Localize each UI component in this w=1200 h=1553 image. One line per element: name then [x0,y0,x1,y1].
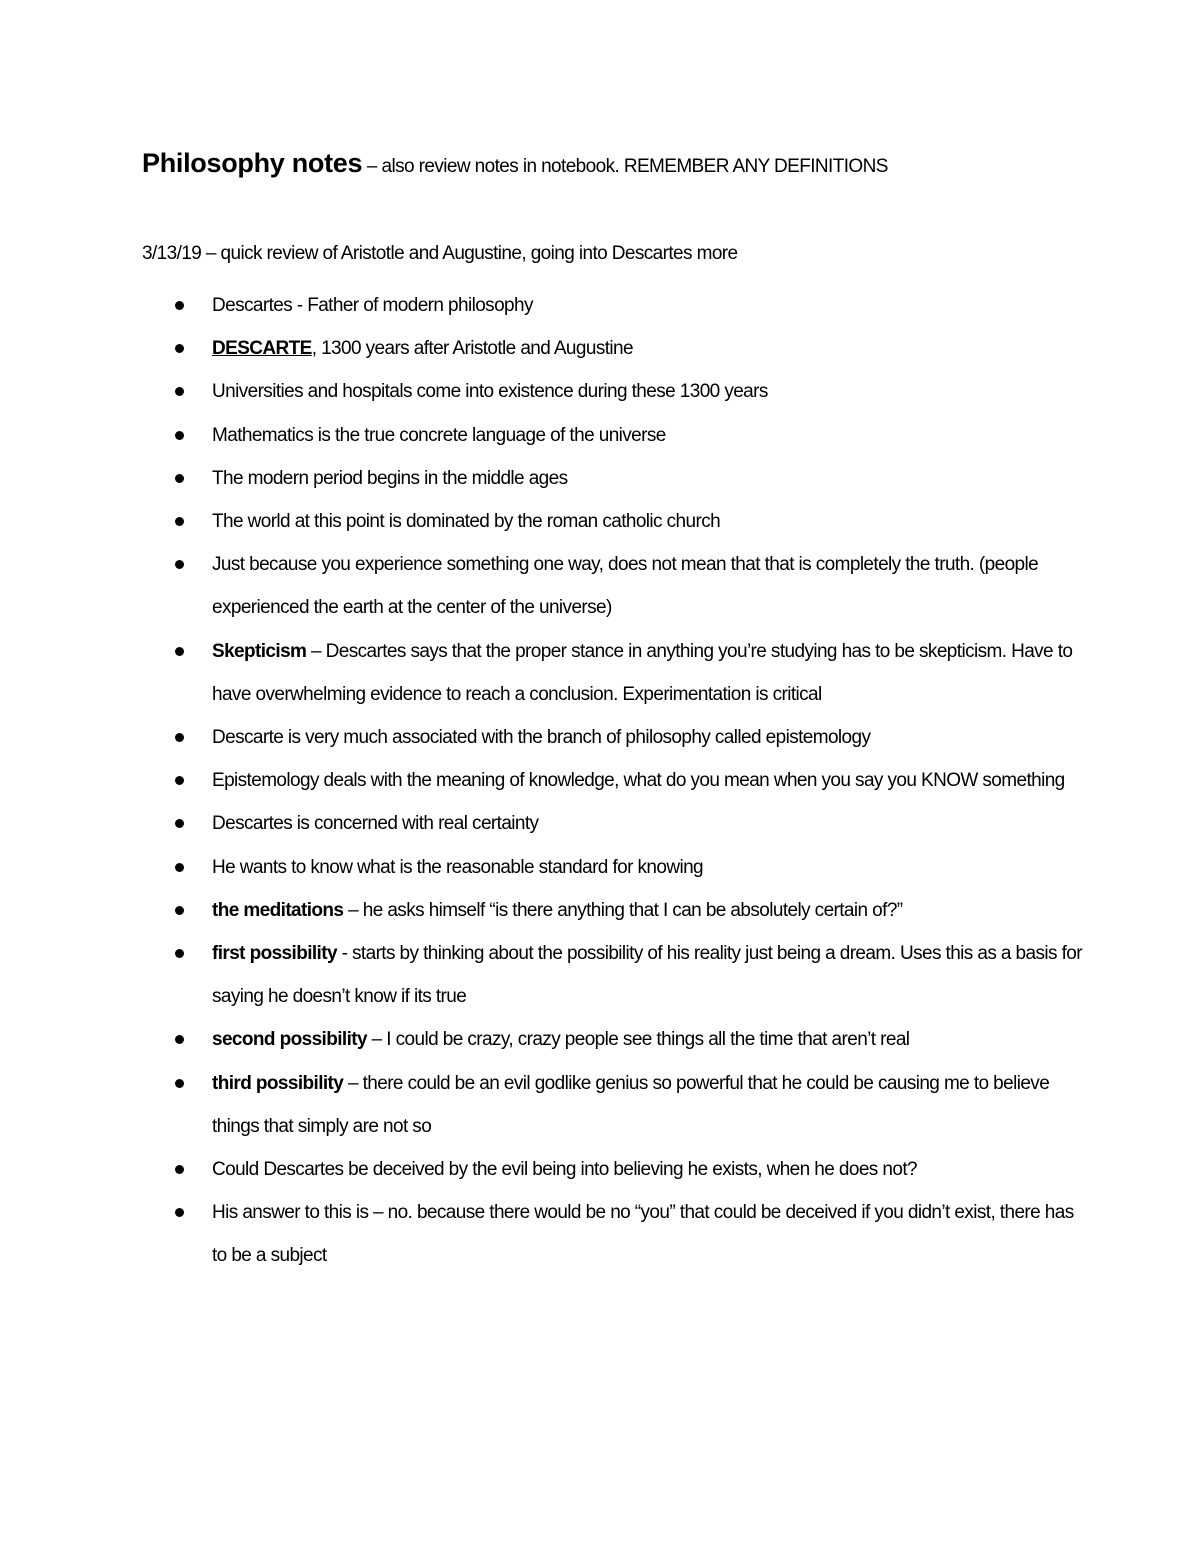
item-text: – there could be an evil godlike genius so powerful that he could be causing me to believe things that simply are not so [212,1072,1050,1137]
item-term: first possibility [212,943,337,965]
list-item [0,414,1082,457]
item-text: Descartes is concerned with real certainty [212,813,539,835]
item-text: Just because you experience something one way, does not mean that that is completely the truth. (people experienced the earth at the center of the universe) [212,554,1039,619]
list-item [0,500,1082,543]
list-item [0,543,1082,629]
item-text: His answer to this is – no. because there would be no “you” that could be deceived if you didn’t exist, there has to be a subject [212,1202,1074,1267]
list-item [0,889,1082,932]
item-text: Could Descartes be deceived by the evil being into believing he exists, when he does not? [212,1159,917,1181]
list-item [0,284,1082,327]
list-item [0,457,1082,500]
bullet-icon [175,1035,184,1044]
bullet-icon [175,863,184,872]
item-text: Mathematics is the true concrete language of the universe [212,424,666,446]
item-term: the meditations [212,899,344,921]
item-text: Descartes - Father of modern philosophy [212,295,533,316]
list-item [0,1191,1082,1277]
bullet-icon [175,733,184,742]
item-text: He wants to know what is the reasonable standard for knowing [212,856,704,878]
list-item [0,327,1082,370]
item-text: – he asks himself “is there anything that I can be absolutely certain of?” [343,899,903,921]
bullet-icon [175,776,184,785]
bullet-icon [175,819,184,828]
list-item [0,716,1082,759]
bullet-icon [175,906,184,915]
bullet-icon [175,431,184,440]
item-text: , 1300 years after Aristotle and Augustine [311,338,633,360]
item-text: The world at this point is dominated by the roman catholic church [212,511,721,533]
list-item [0,630,1082,716]
bullet-icon [175,387,184,396]
item-text: – Descartes says that the proper stance in anything you’re studying has to be skepticism. Have to have overwhelming evidence to reach a conclusion. Experimentation is critical [212,640,1073,705]
list-item [0,1018,1082,1061]
notes-list [0,284,1200,1278]
item-text: – I could be crazy, crazy people see things all the time that aren’t real [366,1029,910,1051]
date-line: 3/13/19 – quick review of Aristotle and Augustine, going into Descartes more [142,243,738,264]
bullet-icon [175,474,184,483]
list-item [0,1062,1082,1148]
item-term: second possibility [212,1029,367,1051]
item-term: third possibility [212,1072,344,1094]
list-item [0,1148,1082,1191]
bullet-icon [175,560,184,569]
item-text: Universities and hospitals come into existence during these 1300 years [212,381,768,403]
document-title [142,148,1102,179]
item-term: Skepticism [212,640,307,662]
bullet-icon [175,647,184,656]
bullet-icon [175,517,184,526]
item-text: Descarte is very much associated with the branch of philosophy called epistemology [212,727,871,749]
list-item [0,759,1082,802]
bullet-icon [175,949,184,958]
list-item [0,802,1082,845]
list-item [0,932,1082,1018]
item-text: The modern period begins in the middle ages [212,467,568,489]
bullet-icon [175,1165,184,1174]
list-item [0,370,1082,413]
bullet-icon [175,344,184,353]
item-term: DESCARTE [212,338,312,360]
title-main: Philosophy notes [142,148,363,178]
bullet-icon [175,1079,184,1088]
bullet-icon [175,301,184,310]
item-text: Epistemology deals with the meaning of knowledge, what do you mean when you say you KNOW something [212,770,1065,792]
list-item [0,846,1082,889]
item-text: - starts by thinking about the possibility of his reality just being a dream. Uses this as a basis for saying he doesn’t know if its true [212,943,1082,1008]
title-subtitle: – also review notes in notebook. REMEMBER ANY DEFINITIONS [362,156,888,177]
bullet-icon [175,1208,184,1217]
